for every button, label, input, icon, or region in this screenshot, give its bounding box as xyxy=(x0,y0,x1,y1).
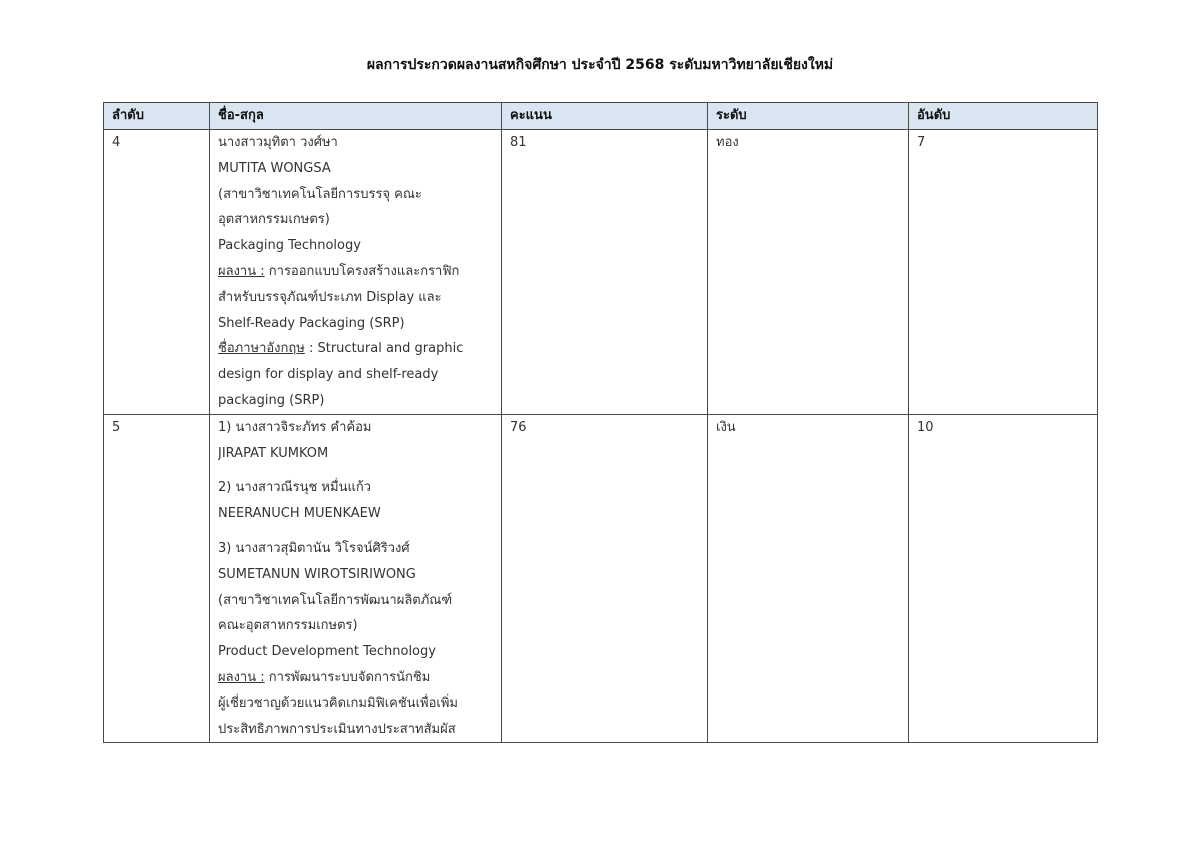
cell-order: 4 xyxy=(104,130,210,415)
table-row xyxy=(104,414,1098,743)
member-line: Product Development Technology xyxy=(218,644,436,660)
header-level: ระดับ xyxy=(708,103,909,130)
cell-rank: 7 xyxy=(909,130,1098,415)
member-line: 1) นางสาวจิระภัทร คำค้อม xyxy=(218,419,372,435)
member-line: คณะอุตสาหกรรมเกษตร) xyxy=(218,618,358,634)
header-order: ลำดับ xyxy=(104,103,210,130)
cell-level: ทอง xyxy=(708,130,909,415)
english-title-line: packaging (SRP) xyxy=(218,392,325,408)
page-title: ผลการประกวดผลงานสหกิจศึกษา ประจำปี 2568 ระดับมหาวิทยาลัยเชียงใหม่ xyxy=(366,57,834,73)
work-line xyxy=(218,259,493,285)
member-line: SUMETANUN WIROTSIRIWONG xyxy=(218,566,416,582)
member-line: NEERANUCH MUENKAEW xyxy=(218,506,381,522)
table-row xyxy=(104,130,1098,415)
english-title-line: design for display and shelf-ready xyxy=(218,367,439,383)
work-label: ผลงาน : xyxy=(218,669,265,685)
work-title: การพัฒนาระบบจัดการนักชิม xyxy=(264,669,431,685)
member-line: (สาขาวิชาเทคโนโลยีการพัฒนาผลิตภัณฑ์ xyxy=(218,592,453,608)
english-title: : Structural and graphic xyxy=(304,341,464,357)
table-header-row xyxy=(104,103,1098,130)
results-table xyxy=(103,102,1098,743)
work-line xyxy=(218,665,493,691)
member-line: JIRAPAT KUMKOM xyxy=(218,445,329,461)
header-score: คะแนน xyxy=(502,103,708,130)
work-line: ประสิทธิภาพการประเมินทางประสาทสัมผัส xyxy=(218,721,456,737)
name-line: อุตสาหกรรมเกษตร) xyxy=(218,212,330,228)
header-name: ชื่อ-สกุล xyxy=(210,103,502,130)
cell-name xyxy=(210,130,502,415)
work-line: Shelf-Ready Packaging (SRP) xyxy=(218,315,405,331)
name-line: Packaging Technology xyxy=(218,238,361,254)
work-line: ผู้เชี่ยวชาญด้วยแนวคิดเกมมิฟิเคชันเพื่อเพิ่ม xyxy=(218,695,458,711)
work-line: สำหรับบรรจุภัณฑ์ประเภท Display และ xyxy=(218,289,442,305)
name-line: นางสาวมุทิตา วงศ์ษา xyxy=(218,135,338,150)
cell-name xyxy=(210,414,502,743)
work-title: การออกแบบโครงสร้างและกราฟิก xyxy=(264,263,460,279)
name-line: MUTITA WONGSA xyxy=(218,160,331,176)
cell-level: เงิน xyxy=(708,414,909,743)
cell-score: 81 xyxy=(502,130,708,415)
member-line: 2) นางสาวณีรนุช หมื่นแก้ว xyxy=(218,480,372,496)
cell-order: 5 xyxy=(104,414,210,743)
member-line: 3) นางสาวสุมิตานัน วิโรจน์ศิริวงศ์ xyxy=(218,540,410,556)
english-title-line xyxy=(218,336,493,362)
member-spacer xyxy=(218,527,493,536)
header-rank: อันดับ xyxy=(909,103,1098,130)
english-title-label: ชื่อภาษาอังกฤษ xyxy=(218,341,305,357)
work-label: ผลงาน : xyxy=(218,263,265,279)
member-spacer xyxy=(218,466,493,475)
cell-score: 76 xyxy=(502,414,708,743)
cell-rank: 10 xyxy=(909,414,1098,743)
name-line: (สาขาวิชาเทคโนโลยีการบรรจุ คณะ xyxy=(218,186,422,202)
